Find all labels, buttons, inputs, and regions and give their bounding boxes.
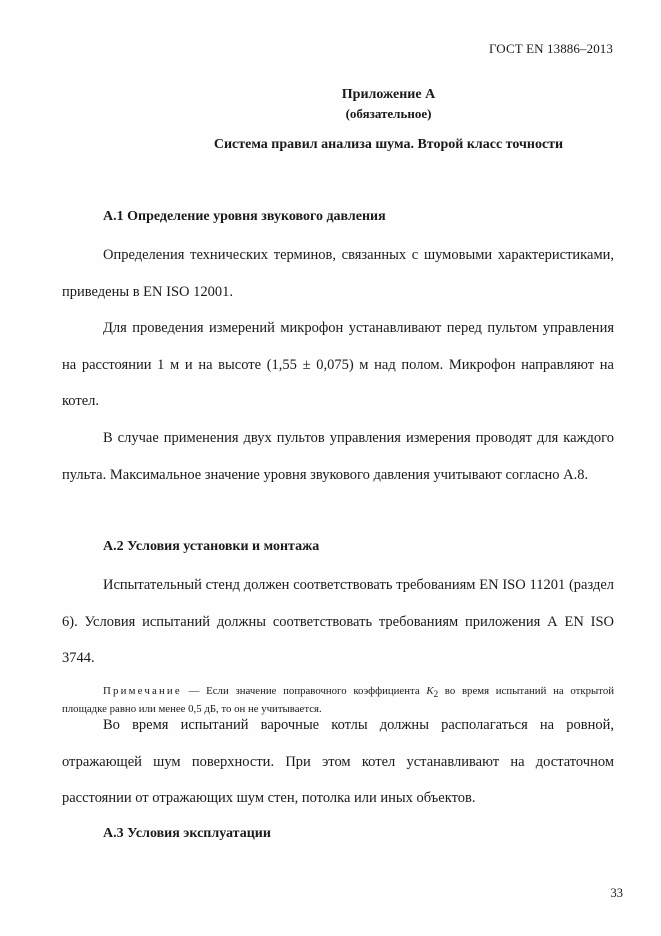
note-symbol: K	[426, 685, 434, 697]
paragraph-a1-2: Для проведения измерений микрофон устанавливают перед пультом управления на расстоянии 1 м и на высоте (1,55 ± 0,075) м над полом. Микрофон направляют на котел.	[62, 320, 614, 409]
section-heading-a2: А.2 Условия установки и монтажа	[103, 539, 320, 554]
paragraph-a2-1: Испытательный стенд должен соответствовать требованиям EN ISO 11201 (раздел 6). Условия испытаний должны соответствовать требованиям приложения А EN ISO 3744.	[62, 577, 614, 666]
paragraph-a1-1: Определения технических терминов, связанных с шумовыми характеристиками, приведены в EN ISO 12001.	[62, 247, 614, 300]
section-heading-a3: А.3 Условия эксплуатации	[103, 826, 271, 841]
annex-status: (обязательное)	[345, 106, 432, 121]
note-text-after: во время испытаний на открытой площадке равно или менее 0,5 дБ, то он не учитывается.	[62, 685, 615, 716]
standard-header: ГОСТ EN 13886–2013	[489, 41, 613, 56]
note-subscript: 2	[433, 689, 439, 700]
paragraph-a1-3: В случае применения двух пультов управления измерения проводят для каждого пульта. Максимальное значение уровня звукового давления учитывают согласно А.8.	[62, 430, 614, 483]
note-label: Примечание	[103, 685, 182, 697]
section-heading-a1: А.1 Определение уровня звукового давления	[103, 209, 386, 224]
paragraph-a2-2: Во время испытаний варочные котлы должны располагаться на ровной, отражающей шум поверхности. При этом котел устанавливают на достаточном расстоянии от отражающих шум стен, потолка или иных объектов.	[62, 717, 614, 806]
page-number: 33	[610, 886, 623, 900]
annex-title: Приложение А	[341, 87, 436, 102]
note-text-before: — Если значение поправочного коэффициента	[181, 685, 427, 697]
annex-name: Система правил анализа шума. Второй класс точности	[213, 137, 564, 152]
